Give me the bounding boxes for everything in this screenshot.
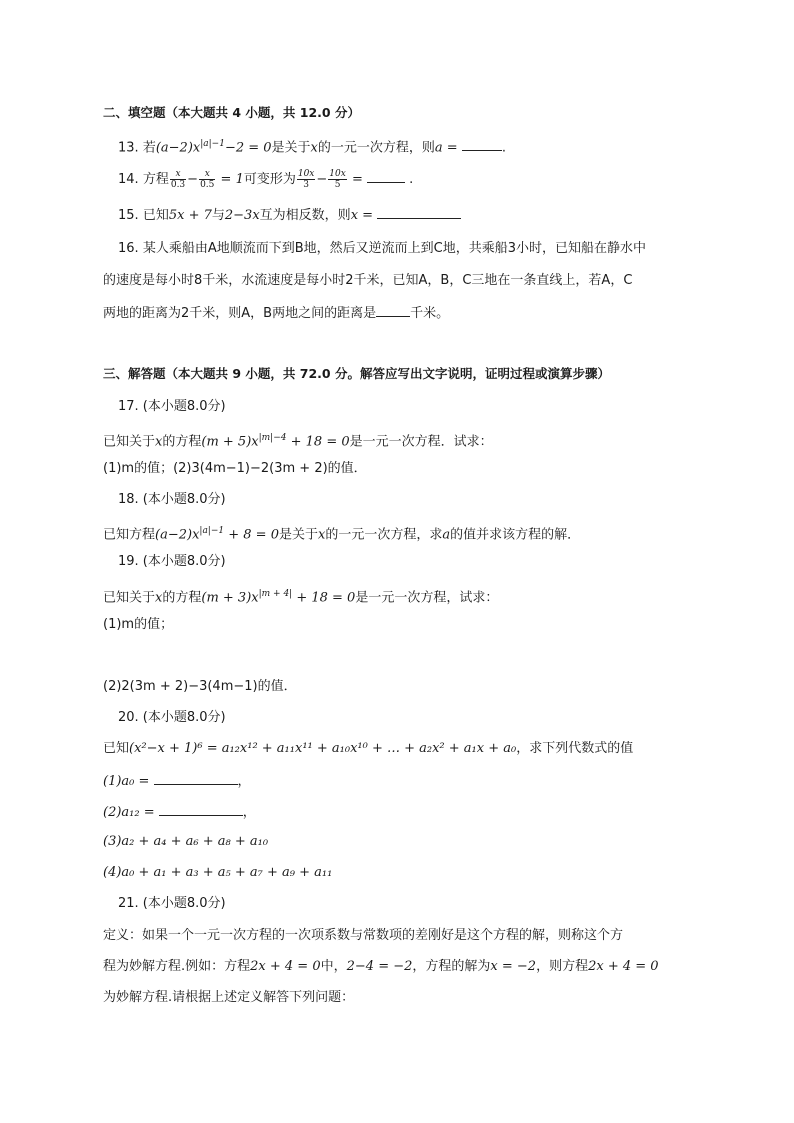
question-20-part-3: (3)a₂ + a₄ + a₆ + a₈ + a₁₀ — [103, 834, 269, 849]
fraction: $\frac{10x}{3}$ — [297, 169, 315, 190]
question-20-line-1: 已知(x²−x + 1)⁶ = a₁₂x¹² + a₁₁x¹¹ + a₁₀x¹⁰ + … + a₂x² + a₁x + a₀，求下列代数式的值 — [103, 741, 634, 756]
question-20-part-1: (1)a₀ = ， — [103, 770, 251, 792]
question-number: 16. — [118, 241, 139, 256]
question-16-line-1: 16. 某人乘船由A地顺流而下到B地，然后又逆流而上到C地，共乘船3小时，已知船在静水中 — [118, 241, 646, 256]
answer-blank[interactable] — [377, 204, 461, 219]
question-21-line-1: 定义：如果一个一元一次方程的一次项系数与常数项的差刚好是这个方程的解，则称这个方 — [103, 928, 624, 943]
question-16-line-2: 的速度是每小时8千米，水流速度是每小时2千米，已知A，B，C三地在一条直线上，若A，C — [103, 273, 633, 288]
question-19-line-1: 已知关于x的方程$(m + 3)x^{|m + 4|} + 18 = 0$是一元一次方程，试求： — [103, 589, 499, 606]
question-15: 15. 已知5x + 7与2−3x互为相反数，则x = — [118, 204, 461, 226]
answer-blank[interactable] — [462, 136, 502, 151]
question-18-header: 18. (本小题8.0分) — [118, 492, 226, 507]
question-17-header: 17. (本小题8.0分) — [118, 399, 226, 414]
question-19-line-3: (2)2(3m + 2)−3(4m−1)的值． — [103, 679, 297, 694]
section-title-fill-in: 二、填空题（本大题共 4 小题，共 12.0 分） — [103, 105, 360, 120]
question-21-line-3: 为妙解方程.请根据上述定义解答下列问题： — [103, 990, 355, 1005]
question-21-header: 21. (本小题8.0分) — [118, 896, 226, 911]
question-number: 15. — [118, 208, 139, 223]
question-17-line-1: 已知关于x的方程$(m + 5)x^{|m|-4} + 18 = 0$是一元一次方程．试求： — [103, 433, 493, 450]
question-20-part-4: (4)a₀ + a₁ + a₃ + a₅ + a₇ + a₉ + a₁₁ — [103, 865, 333, 880]
question-16-line-3: 两地的距离为2千米，则A，B两地之间的距离是 千米。 — [103, 302, 449, 324]
question-17-line-2: (1)m的值；(2)3(4m−1)−2(3m + 2)的值． — [103, 461, 367, 476]
answer-blank[interactable] — [376, 302, 410, 317]
answer-blank[interactable] — [154, 770, 238, 785]
fraction: $\frac{x}{0.5}$ — [200, 169, 215, 190]
fraction: $\frac{x}{0.3}$ — [170, 169, 186, 190]
fraction: $\frac{10x}{5}$ — [329, 169, 346, 190]
question-19-header: 19. (本小题8.0分) — [118, 554, 226, 569]
answer-blank[interactable] — [367, 168, 405, 183]
question-20-part-2: (2)a₁₂ = ， — [103, 801, 256, 823]
question-19-line-2: (1)m的值； — [103, 617, 174, 632]
question-20-header: 20. (本小题8.0分) — [118, 710, 226, 725]
question-21-line-2: 程为妙解方程.例如：方程2x + 4 = 0中，2−4 = −2，方程的解为x = −2，则方程2x + 4 = 0 — [103, 959, 659, 974]
question-number: 14. — [118, 172, 139, 187]
question-13: 13. 若$(a-2)x^{|a|-1}-2 = 0$是关于x的一元一次方程，则a = . — [118, 134, 506, 158]
question-18-line-1: 已知方程$(a-2)x^{|a|-1} + 8 = 0$是关于x的一元一次方程，求a的值并求该方程的解． — [103, 526, 581, 543]
question-14: 14. 方程 $\frac{x}{0.3}$ − $\frac{x}{0.5}$ = 1可变形为 $\frac{10x}{3}$ − $\frac{10x}{5}$ = . — [118, 169, 414, 190]
section-title-solve: 三、解答题（本大题共 9 小题，共 72.0 分。解答应写出文字说明，证明过程或演算步骤） — [103, 366, 610, 381]
answer-blank[interactable] — [159, 801, 243, 816]
question-number: 13. — [118, 140, 139, 156]
